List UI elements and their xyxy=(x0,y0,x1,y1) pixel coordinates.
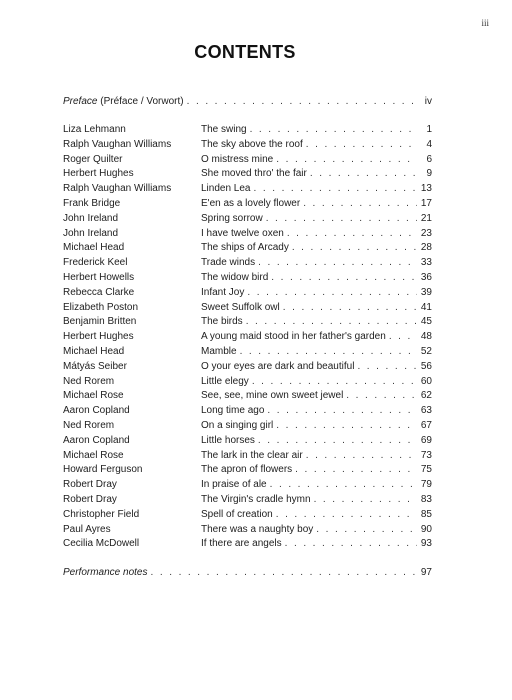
contents-entry xyxy=(63,272,432,287)
composer-name: Aaron Copland xyxy=(63,405,130,417)
composer-name: Michael Head xyxy=(63,242,125,254)
contents-entry xyxy=(63,538,432,553)
contents-entry xyxy=(63,287,432,302)
song-row xyxy=(201,183,432,194)
leader-dots xyxy=(316,524,417,535)
leader-dots xyxy=(276,154,417,165)
song-row xyxy=(201,139,432,150)
contents-entry xyxy=(63,302,432,317)
composer-name: Aaron Copland xyxy=(63,434,130,446)
contents-entry xyxy=(63,331,432,346)
song-row xyxy=(201,228,432,239)
composer-name: John Ireland xyxy=(63,227,119,239)
song-row xyxy=(201,420,432,431)
leader-dots xyxy=(258,435,417,446)
song-page: 21 xyxy=(420,212,432,224)
song-row xyxy=(201,272,432,283)
song-row xyxy=(201,168,432,179)
song-page: 13 xyxy=(420,183,432,195)
song-title: A young maid stood in her father's garden xyxy=(201,331,386,343)
leader-dots xyxy=(252,376,417,387)
contents-entry xyxy=(63,494,432,509)
contents-entry xyxy=(63,124,432,139)
song-row xyxy=(201,450,432,461)
preface-label: Preface xyxy=(63,96,98,107)
contents-entry xyxy=(63,390,432,405)
song-row xyxy=(201,287,432,298)
song-title: Little horses xyxy=(201,434,255,446)
song-page: 90 xyxy=(420,523,432,535)
song-page: 23 xyxy=(420,227,432,239)
performance-notes-label: Performance notes xyxy=(63,567,148,578)
song-title: See, see, mine own sweet jewel xyxy=(201,390,344,402)
song-row xyxy=(201,242,432,253)
contents-entry xyxy=(63,346,432,361)
song-title: The ships of Arcady xyxy=(201,242,289,254)
song-title: Mamble xyxy=(201,345,237,357)
preface-page: iv xyxy=(424,96,432,107)
composer-name: Ned Rorem xyxy=(63,375,115,387)
song-title: In praise of ale xyxy=(201,479,267,491)
contents-list xyxy=(63,124,432,553)
leader-dots xyxy=(254,183,418,194)
composer-name: Michael Rose xyxy=(63,390,124,402)
song-row xyxy=(201,316,432,327)
contents-entry xyxy=(63,479,432,494)
composer-name: John Ireland xyxy=(63,212,119,224)
song-row xyxy=(201,198,432,209)
composer-name: Ralph Vaughan Williams xyxy=(63,183,172,195)
leader-dots xyxy=(246,316,417,327)
contents-entry xyxy=(63,464,432,479)
leader-dots xyxy=(240,346,417,357)
song-title: Linden Lea xyxy=(201,183,251,195)
song-title: The birds xyxy=(201,316,243,328)
contents-entry xyxy=(63,450,432,465)
song-row xyxy=(201,435,432,446)
song-page: 93 xyxy=(420,538,432,550)
performance-notes-entry xyxy=(63,566,432,580)
composer-name: Roger Quilter xyxy=(63,153,123,165)
composer-name: Robert Dray xyxy=(63,493,117,505)
song-title: The Virgin's cradle hymn xyxy=(201,493,311,505)
composer-name: Elizabeth Poston xyxy=(63,301,139,313)
leader-dots xyxy=(276,509,417,520)
contents-entry xyxy=(63,509,432,524)
leader-dots xyxy=(271,272,417,283)
song-row xyxy=(201,213,432,224)
song-title: Sweet Suffolk owl xyxy=(201,301,280,313)
song-row xyxy=(201,479,432,490)
song-row xyxy=(201,494,432,505)
leader-dots xyxy=(151,566,418,580)
contents-entry xyxy=(63,405,432,420)
song-title: The apron of flowers xyxy=(201,464,293,476)
song-row xyxy=(201,509,432,520)
song-row xyxy=(201,405,432,416)
song-row xyxy=(201,331,432,342)
page-number: iii xyxy=(481,18,489,28)
composer-name: Ned Rorem xyxy=(63,419,115,431)
song-page: 41 xyxy=(420,301,432,313)
song-row xyxy=(201,154,432,165)
song-page: 39 xyxy=(420,286,432,298)
song-row xyxy=(201,257,432,268)
composer-name: Cecilia McDowell xyxy=(63,538,140,550)
contents-entry xyxy=(63,257,432,272)
preface-label-wrap xyxy=(63,95,184,109)
song-page: 52 xyxy=(420,345,432,357)
song-row xyxy=(201,390,432,401)
contents-entry xyxy=(63,435,432,450)
song-title: The widow bird xyxy=(201,271,269,283)
performance-notes-page: 97 xyxy=(420,567,432,578)
song-page: 33 xyxy=(420,257,432,269)
song-title: Infant Joy xyxy=(201,286,245,298)
song-title: I have twelve oxen xyxy=(201,227,284,239)
leader-dots xyxy=(306,139,417,150)
composer-name: Herbert Hughes xyxy=(63,331,134,343)
composer-name: Frank Bridge xyxy=(63,197,121,209)
composer-name: Michael Head xyxy=(63,345,125,357)
preface-suffix: (Préface / Vorwort) xyxy=(97,96,184,107)
leader-dots xyxy=(295,464,417,475)
song-page: 45 xyxy=(420,316,432,328)
contents-entry xyxy=(63,376,432,391)
song-row xyxy=(201,302,432,313)
contents-entry xyxy=(63,168,432,183)
composer-name: Christopher Field xyxy=(63,508,140,520)
contents-entry xyxy=(63,316,432,331)
song-page: 6 xyxy=(426,153,432,165)
composer-name: Frederick Keel xyxy=(63,257,128,269)
composer-name: Paul Ayres xyxy=(63,523,111,535)
leader-dots xyxy=(276,420,417,431)
leader-dots xyxy=(270,479,417,490)
song-row xyxy=(201,124,432,135)
leader-dots xyxy=(314,494,417,505)
leader-dots xyxy=(303,198,417,209)
song-page: 69 xyxy=(420,434,432,446)
song-row xyxy=(201,376,432,387)
leader-dots xyxy=(247,287,417,298)
leader-dots xyxy=(250,124,417,135)
song-page: 67 xyxy=(420,419,432,431)
song-title: O mistress mine xyxy=(201,153,274,165)
song-page: 1 xyxy=(426,124,432,135)
contents-entry xyxy=(63,213,432,228)
song-title: Spring sorrow xyxy=(201,212,263,224)
song-title: The swing xyxy=(201,124,247,135)
song-page: 79 xyxy=(420,479,432,491)
composer-name: Herbert Hughes xyxy=(63,168,134,180)
song-page: 4 xyxy=(426,138,432,150)
contents-entry xyxy=(63,420,432,435)
composer-name: Mátyás Seiber xyxy=(63,360,127,372)
contents-entry xyxy=(63,198,432,213)
composer-name: Rebecca Clarke xyxy=(63,286,135,298)
leader-dots xyxy=(283,302,417,313)
composer-name: Howard Ferguson xyxy=(63,464,143,476)
song-title: There was a naughty boy xyxy=(201,523,314,535)
composer-name: Michael Rose xyxy=(63,449,124,461)
page-title: CONTENTS xyxy=(194,42,296,62)
leader-dots xyxy=(285,538,417,549)
contents-entry xyxy=(63,228,432,243)
composer-name: Robert Dray xyxy=(63,479,117,491)
leader-dots xyxy=(346,390,417,401)
song-title: On a singing girl xyxy=(201,419,274,431)
contents-entry xyxy=(63,139,432,154)
song-page: 56 xyxy=(420,360,432,372)
composer-name: Ralph Vaughan Williams xyxy=(63,138,172,150)
song-page: 36 xyxy=(420,271,432,283)
song-title: Little elegy xyxy=(201,375,249,387)
composer-name: Liza Lehmann xyxy=(63,124,126,135)
leader-dots xyxy=(187,95,417,109)
song-page: 85 xyxy=(420,508,432,520)
song-title: Spell of creation xyxy=(201,508,273,520)
song-row xyxy=(201,361,432,372)
composer-name: Herbert Howells xyxy=(63,271,135,283)
song-page: 63 xyxy=(420,405,432,417)
song-page: 75 xyxy=(420,464,432,476)
song-title: If there are angels xyxy=(201,538,282,550)
contents-entry xyxy=(63,183,432,198)
song-page: 83 xyxy=(420,493,432,505)
song-page: 62 xyxy=(420,390,432,402)
song-title: The sky above the roof xyxy=(201,138,303,150)
leader-dots xyxy=(258,257,417,268)
leader-dots xyxy=(287,228,417,239)
leader-dots xyxy=(292,242,417,253)
song-title: The lark in the clear air xyxy=(201,449,303,461)
song-row xyxy=(201,538,432,549)
contents-entry xyxy=(63,524,432,539)
song-row xyxy=(201,464,432,475)
preface-entry xyxy=(63,95,432,109)
leader-dots xyxy=(306,450,417,461)
song-page: 9 xyxy=(426,168,432,180)
song-page: 28 xyxy=(420,242,432,254)
composer-name: Benjamin Britten xyxy=(63,316,137,328)
leader-dots xyxy=(357,361,417,372)
song-title: O your eyes are dark and beautiful xyxy=(201,360,355,372)
leader-dots xyxy=(310,168,417,179)
contents-entry xyxy=(63,361,432,376)
contents-entry xyxy=(63,242,432,257)
song-title: Trade winds xyxy=(201,257,256,269)
song-title: Long time ago xyxy=(201,405,265,417)
leader-dots xyxy=(267,405,417,416)
song-page: 73 xyxy=(420,449,432,461)
song-title: E'en as a lovely flower xyxy=(201,197,301,209)
song-page: 17 xyxy=(420,197,432,209)
song-page: 60 xyxy=(420,375,432,387)
leader-dots xyxy=(389,331,417,342)
song-row xyxy=(201,346,432,357)
song-title: She moved thro' the fair xyxy=(201,168,307,180)
song-row xyxy=(201,524,432,535)
song-page: 48 xyxy=(420,331,432,343)
contents-entry xyxy=(63,154,432,169)
leader-dots xyxy=(266,213,417,224)
